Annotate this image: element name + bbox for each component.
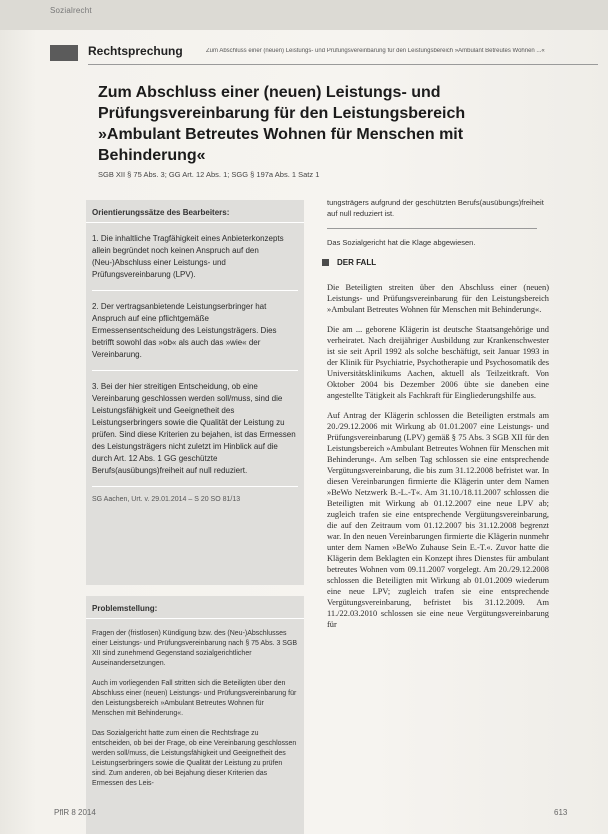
guideline-item: 3. Bei der hier streitigen Entscheidung, ob eine Vereinbarung geschlossen werden soll/muss, sind die Leistungsfähigkeit und Geeignetheit des Leistungserbringers sowie die Qualität der Leistung zu prüfen. Sind diese Kriterien zu bejahen, ist das Ermessen des Leistungsträgers nicht zuletzt im Hinblick auf die durch Art. 12 Abs. 1 GG geschützte Berufs(ausübungs)freiheit auf null reduziert.: [92, 381, 298, 487]
running-title: Zum Abschluss einer (neuen) Leistungs- und Prüfungsvereinbarung für den Leistungsbereich »Ambulant Betreutes Wohnen ...«: [206, 48, 545, 54]
guideline-item: 2. Der vertragsanbietende Leistungserbringer hat Anspruch auf eine pflichtgemäße Ermessensentscheidung des Leistungsträgers. Dies betrifft sowohl das »ob« als auch das »wie« der Vereinbarung.: [92, 301, 298, 371]
case-heading-label: DER FALL: [337, 257, 377, 267]
article-title: Zum Abschluss einer (neuen) Leistungs- und Prüfungsvereinbarung für den Leistungsbereich »Ambulant Betreutes Wohnen für Menschen mit Behinderung«: [98, 84, 466, 164]
running-header: [50, 41, 598, 66]
top-band: [0, 0, 608, 30]
guideline-item: 1. Die inhaltliche Tragfähigkeit eines Anbieterkonzepts allein begründet noch keinen Anspruch auf den (Neu-)Abschluss einer Leistungs- und Prüfungsvereinbarung (LPV).: [92, 233, 298, 291]
result-text: Das Sozialgericht hat die Klage abgewiesen.: [327, 238, 476, 247]
page-number: 613: [554, 808, 568, 817]
guidelines-heading: Orientierungssätze des Bearbeiters:: [86, 200, 304, 223]
square-bullet-icon: [322, 259, 329, 266]
problem-heading: Problemstellung:: [86, 596, 304, 619]
problem-paragraph: Auch im vorliegenden Fall stritten sich die Beteiligten über den Abschluss einer (neuen) Leistungs- und Prüfungsvereinbarung für den Leistungsbereich »Ambulant Betreutes Wohnen für Menschen mit Behinderung«.: [92, 680, 297, 717]
guidelines-box: [86, 200, 304, 585]
case-heading: [322, 258, 549, 269]
header-marker: [50, 45, 78, 61]
case-paragraph: Die am ... geborene Klägerin ist deutsche Staatsangehörige und verheiratet. Nach dreijähriger Ausbildung zur Krankenschwester ist sie seit April 1992 als solche beschäftigt, seit Januar 1993 in der Klinik für Psychiatrie, Psychotherapie und Psychosomatik des Universitätsklinikums Aachen, aktuell als Teilzeitkraft. Von Oktober 2004 bis Dezember 2006 übte sie daneben eine angestellte Tätigkeit als Fachkraft für Eingliederungshilfe aus.: [327, 325, 549, 400]
problem-box: [86, 596, 304, 834]
problem-paragraph: Fragen der (fristlosen) Kündigung bzw. des (Neu-)Abschlusses einer Leistungs- und Prüfungsvereinbarung nach § 75 Abs. 3 SGB XII sind zunehmend Gegenstand sozialgerichtlicher Auseinandersetzungen.: [92, 630, 298, 667]
right-column: [327, 198, 549, 639]
section-label: Sozialrecht: [50, 6, 92, 15]
rubric-label: Rechtsprechung: [88, 44, 183, 58]
case-paragraph: Die Beteiligten streiten über den Abschluss einer (neuen) Leistungs- und Prüfungsvereinbarung für den Leistungsbereich »Ambulant Betreutes Wohnen für Menschen mit Behinderung«.: [327, 283, 549, 314]
continuation-text: tungsträgers aufgrund der geschützten Berufs(ausübungs)freiheit auf null reduziert ist.: [327, 198, 544, 218]
divider: [327, 228, 537, 229]
case-citation: SG Aachen, Urt. v. 29.01.2014 – S 20 SO 81/13: [92, 496, 241, 503]
problem-paragraph: Das Sozialgericht hatte zum einen die Rechtsfrage zu entscheiden, ob bei der Frage, ob eine Vereinbarung geschlossen werden soll/muss, die Leistungsfähigkeit und Geeignetheit des Leistungserbringers sowie die Qualität der Leistung zu prüfen sind. Zum anderen, ob bei Bejahung dieser Kriterien das Ermessen des Leis-: [92, 730, 297, 787]
header-rule: [88, 64, 598, 65]
norms-line: SGB XII § 75 Abs. 3; GG Art. 12 Abs. 1; SGG § 197a Abs. 1 Satz 1: [98, 170, 320, 179]
case-paragraph: Auf Antrag der Klägerin schlossen die Beteiligten erstmals am 20./29.12.2006 mit Wirkung ab 01.01.2007 eine Leistungs- und Prüfungsvereinbarung (LPV) gemäß § 75 Abs. 3 SGB XII für den Leistungsbereich »Ambulant Betreutes Wohnen für Menschen mit Behinderung«. Am selben Tag schlossen sie eine entsprechende Vergütungsvereinbarung, die bis zum 31.12.2008 befristet war. In diesen Vereinbarungen firmierte die Klägerin unter dem Namen »BeWo Netzwerk B.-L.-T«. Am 31.10./18.11.2007 schlossen die Beteiligten mit Wirkung ab 01.12.2007 eine neue LPV ab; zugleich trafen sie eine entsprechende Vergütungsvereinbarung, die auf den Zeitraum vom 01.12.2007 bis 31.12.2008 begrenzt war. In den neuen Vereinbarungen firmierte die Klägerin nunmehr unter dem Namen »BeWo Zuhause Sein E.-T.«. Zuvor hatte die Klägerin dem Beklagten ein Konzept ihres Dienstes für ambulant betreutes Wohnen vom 09.11.2007 vorgelegt. Am 20./29.12.2008 schlossen die Beteiligten mit Wirkung ab 01.01.2009 wiederum eine neue LPV; zugleich trafen sie eine entsprechende Vergütungsvereinbarung, befristet bis 31.12.2009. Am 11./22.03.2010 schlossen sie eine neue Vergütungsvereinbarung für: [327, 411, 549, 629]
journal-footer: PflR 8 2014: [54, 808, 96, 817]
